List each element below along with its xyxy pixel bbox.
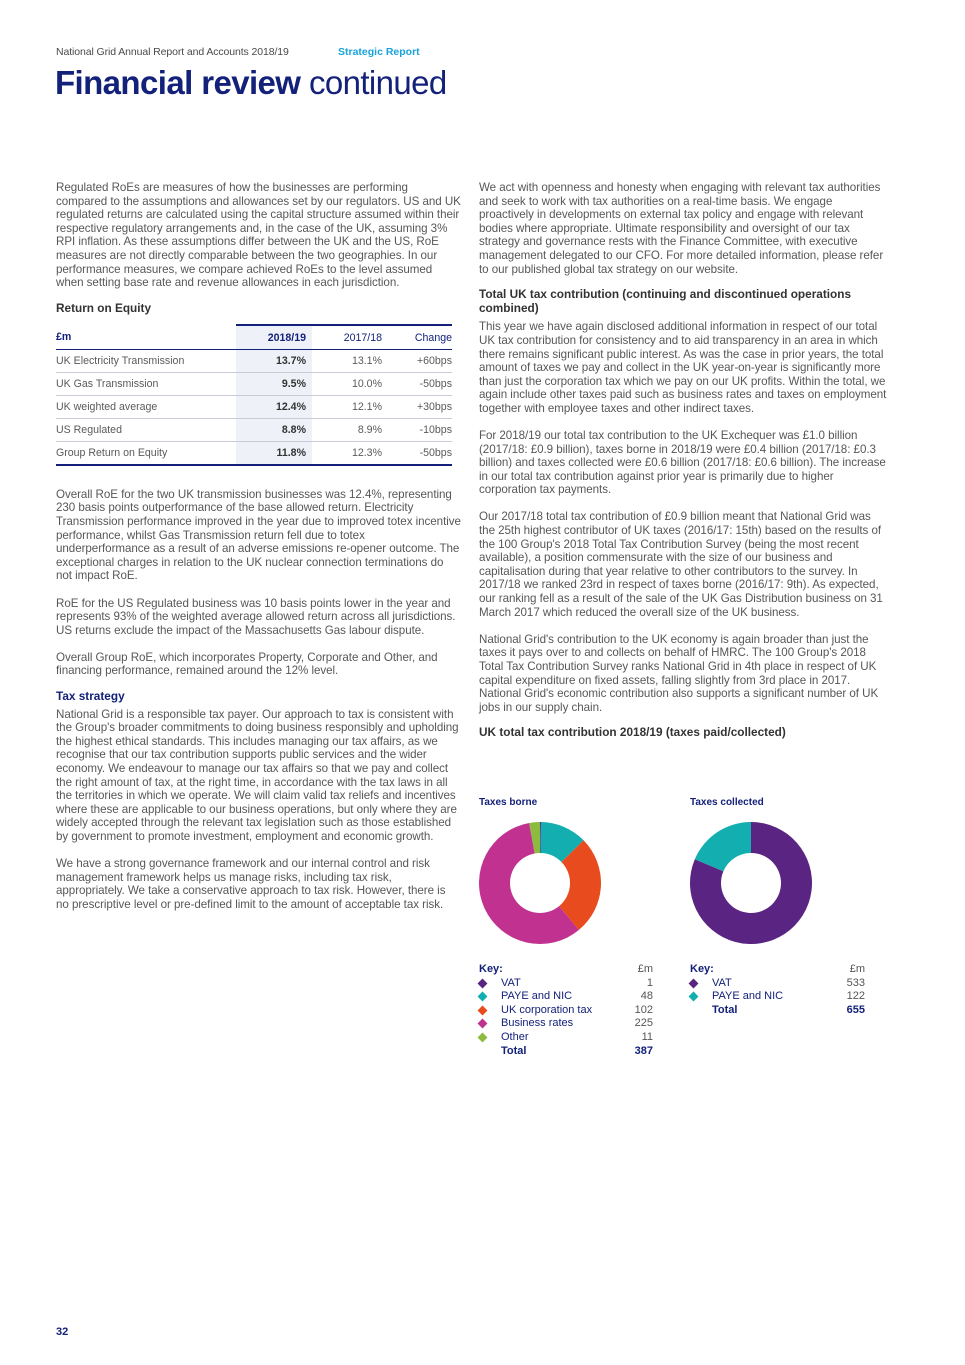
col-header-2017-18: 2017/18 — [312, 325, 382, 350]
diamond-icon — [478, 1005, 488, 1015]
key-heading: Key: — [479, 963, 503, 975]
legend-label: VAT — [712, 976, 732, 989]
value-2018-19: 13.7% — [236, 349, 312, 372]
legend-label: Business rates — [501, 1017, 574, 1030]
total-tax-heading: Total UK tax contribution (continuing and discontinued operations combined) — [479, 287, 852, 315]
tax-2017-18-paragraph: Our 2017/18 total tax contribution of £0.9 billion meant that National Grid was the 25th highest contributor of UK taxes (2016/17: 15th) based on the results of the 100 Group's 2018 Total Tax Contribution Survey (being the most recent available), a position commensurate with the size of our business and capitalisation during that year relative to other contributors to the survey. In 2017/18 we ranked 23rd in respect of taxes borne (2016/17: 9th). As expected, our ranking fell as a result of the sale of the UK Gas Distribution business on 31 March 2017 which reduced the overall size of the UK business. — [479, 510, 883, 619]
legend-item-paye — [690, 990, 865, 1004]
overall-roe-paragraph: Overall RoE for the two UK transmission businesses was 12.4%, representing 230 basis points outperformance of the base allowed return. Electricity Transmission performance improved in the year due to improved totex incentive performance, whilst Gas Transmission return fell due to totex underperformance as a result of an adverse emissions re-opener outcome. The exceptional charges in relation to the UK nuclear connection terminations do not impact RoE. — [56, 487, 461, 583]
tax-strategy-paragraph: National Grid is a responsible tax payer. Our approach to tax is consistent with the Group's broader commitments to doing business responsibly and upholding the highest ethical standards. This includes managing our tax affairs, as we recognise that our tax contribution supports public services and the wider economy. We endeavour to manage our tax affairs so that we pay and collect the right amount of tax, at the right time, in accordance with the tax laws in all the territories in which we operate. We will claim valid tax reliefs and incentives where these are applicable to our business operations, but only where they are widely accepted through the relevant tax legislation such as those established by government to promote investment, employment and economic growth. — [56, 707, 459, 843]
disclosed-paragraph: This year we have again disclosed additional information in respect of our total UK tax contribution for consistency and to aid transparency in an area in which there remains significant public interest. As was the case in prior years, the total amount of taxes we pay and collect in the UK year-on-year is significantly more than just the corporation tax which we pay on our UK profits. Within the total, we again include other taxes paid such as business rates and taxes on employment together with employee taxes and other indirect taxes. — [479, 320, 887, 415]
value-change: +60bps — [382, 349, 452, 372]
legend-value: 102 — [634, 1003, 653, 1016]
key-unit: £m — [849, 963, 865, 975]
diamond-icon — [478, 978, 488, 988]
value-2017-18: 12.1% — [312, 395, 382, 418]
value-2018-19: 11.8% — [236, 441, 312, 465]
total-value: 387 — [634, 1044, 653, 1057]
value-2018-19: 12.4% — [236, 395, 312, 418]
legend-item-business-rates — [479, 1017, 653, 1031]
legend-item-paye — [479, 990, 653, 1004]
row-label: Group Return on Equity — [56, 441, 236, 465]
economy-paragraph: National Grid's contribution to the UK economy is again broader than just the taxes it pays over to and collects on behalf of HMRC. The 100 Group's 2018 Total Tax Contribution Survey ranks National Grid in 4th place in respect of UK capital expenditure on fixed assets, falling slightly from 3rd place in 2017. National Grid's economic contribution also supports a significant number of UK jobs in our supply chain. — [479, 632, 879, 714]
roe-heading: Return on Equity — [56, 301, 152, 316]
roe-table — [56, 324, 452, 466]
value-change: -10bps — [382, 418, 452, 441]
value-2018-19: 8.8% — [236, 418, 312, 441]
legend-total — [690, 1004, 865, 1018]
legend-item-other — [479, 1031, 653, 1045]
legend-label: Other — [501, 1030, 529, 1043]
row-label: UK Electricity Transmission — [56, 349, 236, 372]
table-row — [56, 349, 452, 372]
legend-item-vat — [479, 977, 653, 991]
col-header-unit: £m — [56, 325, 236, 350]
taxes-borne-key — [479, 963, 653, 1058]
total-label: Total — [712, 1003, 738, 1016]
diamond-icon — [478, 1033, 488, 1043]
value-change: -50bps — [382, 441, 452, 465]
legend-item-corporation-tax — [479, 1004, 653, 1018]
key-unit: £m — [637, 963, 653, 975]
legend-label: UK corporation tax — [501, 1003, 593, 1016]
legend-value: 533 — [846, 976, 865, 989]
row-label: UK weighted average — [56, 395, 236, 418]
tax-2018-19-paragraph: For 2018/19 our total tax contribution to the UK Exchequer was £1.0 billion (2017/18: £0.9 billion), taxes borne in 2018/19 were £0.4 billion (2017/18: £0.3 billion) and taxes collected were £0.6 billion (2017/18: £0.6 billion). The increase in our total tax contribution against prior year is primarily due to higher corporation tax payments. — [479, 429, 886, 497]
value-2017-18: 13.1% — [312, 349, 382, 372]
legend-value: 48 — [640, 990, 653, 1003]
table-row — [56, 372, 452, 395]
legend-value: 1 — [646, 976, 653, 989]
legend-item-vat — [690, 977, 865, 991]
legend-value: 225 — [634, 1017, 653, 1030]
value-change: +30bps — [382, 395, 452, 418]
legend-value: 11 — [641, 1030, 653, 1043]
page-title — [55, 64, 447, 102]
taxes-borne-title: Taxes borne — [479, 797, 538, 808]
value-2018-19: 9.5% — [236, 372, 312, 395]
taxes-collected-key — [690, 963, 865, 1017]
right-column — [479, 181, 889, 744]
us-roe-paragraph: RoE for the US Regulated business was 10 basis points lower in the year and represents 93% of the weighted average allowed return across all jurisdictions. US returns exclude the impact of the Massachusetts Gas labour dispute. — [56, 596, 456, 637]
col-header-2018-19: 2018/19 — [236, 325, 312, 350]
page-title-light: continued — [308, 64, 447, 101]
total-label: Total — [501, 1044, 527, 1057]
legend-label: PAYE and NIC — [712, 990, 784, 1003]
taxes-borne-donut — [479, 822, 601, 944]
intro-paragraph: Regulated RoEs are measures of how the businesses are performing compared to the assumptions and allowances set by our regulators. US and UK regulated returns are calculated using the capital structure assumed within their respective regulatory arrangements and, in the case of the UK, assuming 3% RPI inflation. As these assumptions differ between the UK and the US, RoE measures are not directly comparable between the two geographies. In our performance measures, we compare achieved RoEs to the level assumed when setting base rate and revenue allowances in each jurisdiction. — [56, 181, 461, 290]
value-2017-18: 12.3% — [312, 441, 382, 465]
diamond-icon — [478, 1019, 488, 1029]
report-title: National Grid Annual Report and Accounts 2018/19 — [56, 46, 289, 58]
group-roe-paragraph: Overall Group RoE, which incorporates Property, Corporate and Other, and financing performance, remained around the 12% level. — [56, 650, 438, 678]
total-value: 655 — [846, 1003, 865, 1016]
row-label: US Regulated — [56, 418, 236, 441]
taxes-collected-title: Taxes collected — [690, 797, 764, 808]
table-row — [56, 418, 452, 441]
section-label: Strategic Report — [338, 46, 420, 58]
legend-label: VAT — [501, 976, 521, 989]
diamond-icon — [689, 992, 699, 1002]
chart-heading: UK total tax contribution 2018/19 (taxes paid/collected) — [479, 725, 786, 740]
col-header-change: Change — [382, 325, 452, 350]
page-number: 32 — [56, 1326, 69, 1338]
page-title-bold: Financial review — [55, 64, 301, 101]
value-2017-18: 8.9% — [312, 418, 382, 441]
table-row — [56, 395, 452, 418]
governance-paragraph: We have a strong governance framework and our internal control and risk management framework helps us manage risks, including tax risk, appropriately. We take a conservative approach to tax risk. However, there is no prescriptive level or pre-defined limit to the amount of acceptable tax risk. — [56, 857, 446, 911]
tax-strategy-heading: Tax strategy — [56, 688, 125, 703]
roe-table-header — [56, 325, 452, 350]
value-change: -50bps — [382, 372, 452, 395]
value-2017-18: 10.0% — [312, 372, 382, 395]
row-label: UK Gas Transmission — [56, 372, 236, 395]
table-row — [56, 441, 452, 465]
legend-total — [479, 1045, 653, 1059]
key-heading: Key: — [690, 963, 714, 975]
left-column — [56, 181, 461, 925]
taxes-collected-donut — [690, 822, 812, 944]
tax-charts — [479, 797, 879, 1067]
diamond-icon — [478, 992, 488, 1002]
legend-value: 122 — [846, 990, 865, 1003]
openness-paragraph: We act with openness and honesty when engaging with relevant tax authorities and seek to work with tax authorities on a real-time basis. We engage proactively in developments on external tax policy and engage with relevant bodies where appropriate. Ultimate responsibility and oversight of our tax strategy and governance rests with the Finance Committee, with executive management delegated to our CFO. For more detailed information, please refer to our published global tax strategy on our website. — [479, 181, 884, 276]
legend-label: PAYE and NIC — [501, 990, 573, 1003]
diamond-icon — [689, 978, 699, 988]
